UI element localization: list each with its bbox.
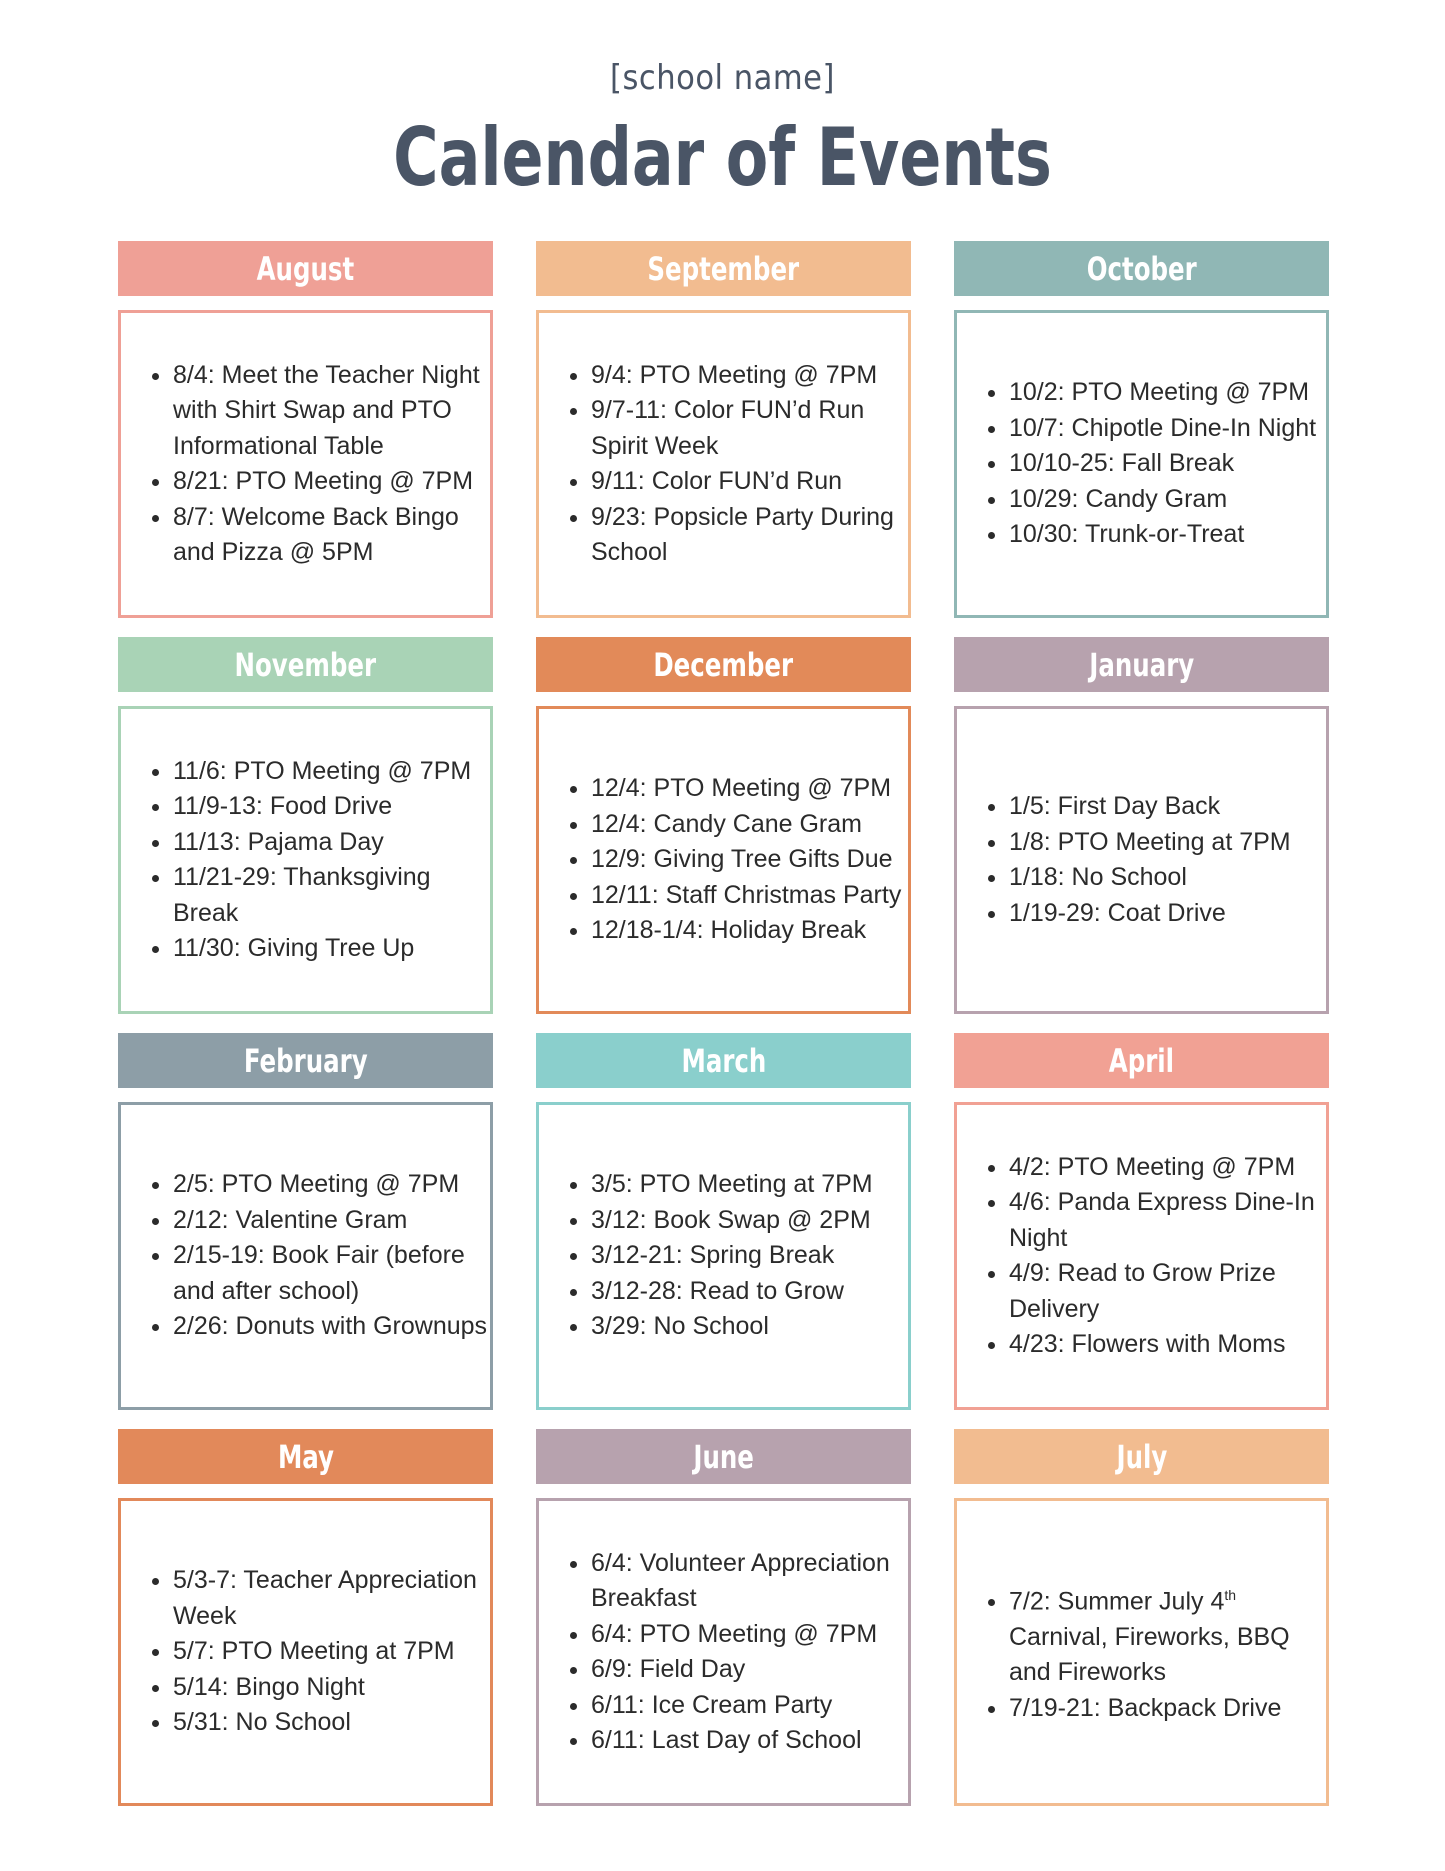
- event-item: • 12/9: Giving Tree Gifts Due: [591, 842, 901, 878]
- event-item: • 3/5: PTO Meeting at 7PM: [591, 1167, 873, 1203]
- event-list: [957, 1150, 1326, 1363]
- event-list: [957, 789, 1291, 931]
- month-header: [118, 1429, 493, 1484]
- event-list: [121, 754, 490, 967]
- month-name: November: [234, 645, 377, 684]
- event-item: • 1/18: No School: [1009, 860, 1291, 896]
- event-item: • 3/29: No School: [591, 1309, 873, 1345]
- month-card-june: [536, 1429, 911, 1798]
- month-events-box: [118, 1102, 493, 1410]
- event-item: • 6/9: Field Day: [591, 1652, 908, 1688]
- school-name: [school name]: [610, 58, 835, 98]
- month-events-box: [536, 706, 911, 1014]
- event-item: • 12/4: Candy Cane Gram: [591, 807, 901, 843]
- event-list: [957, 375, 1316, 553]
- month-header: [536, 1033, 911, 1088]
- event-item: • 1/5: First Day Back: [1009, 789, 1291, 825]
- month-name: December: [653, 645, 794, 684]
- event-list: [539, 358, 908, 571]
- event-item: • 12/11: Staff Christmas Party: [591, 878, 901, 914]
- event-item: • 8/7: Welcome Back Bingo and Pizza @ 5PM: [173, 500, 490, 571]
- event-item: • 5/7: PTO Meeting at 7PM: [173, 1634, 490, 1670]
- event-list: [121, 358, 490, 571]
- event-item: • 9/4: PTO Meeting @ 7PM: [591, 358, 908, 394]
- month-events-box: [954, 1498, 1329, 1806]
- month-events-box: [536, 1498, 911, 1806]
- event-item: • 1/8: PTO Meeting at 7PM: [1009, 825, 1291, 861]
- month-events-box: [954, 310, 1329, 618]
- event-item: • 11/13: Pajama Day: [173, 825, 490, 861]
- month-events-box: [118, 1498, 493, 1806]
- month-card-october: [954, 241, 1329, 610]
- event-list: [539, 1546, 908, 1759]
- month-header: [536, 1429, 911, 1484]
- month-card-may: [118, 1429, 493, 1798]
- event-item: • 2/5: PTO Meeting @ 7PM: [173, 1167, 490, 1203]
- event-item: • 12/4: PTO Meeting @ 7PM: [591, 771, 901, 807]
- month-name: July: [1116, 1437, 1167, 1476]
- event-item: • 4/23: Flowers with Moms: [1009, 1327, 1326, 1363]
- month-header: [954, 241, 1329, 296]
- event-list: [539, 1167, 873, 1345]
- month-card-november: [118, 637, 493, 1006]
- event-item: • 2/15-19: Book Fair (before and after school): [173, 1238, 490, 1309]
- month-header: [954, 637, 1329, 692]
- month-name: January: [1088, 645, 1194, 684]
- event-item: • 9/23: Popsicle Party During School: [591, 500, 908, 571]
- event-item: • 10/30: Trunk-or-Treat: [1009, 517, 1316, 553]
- month-name: June: [693, 1437, 754, 1476]
- month-header: [536, 637, 911, 692]
- event-item: • 2/12: Valentine Gram: [173, 1203, 490, 1239]
- month-card-december: [536, 637, 911, 1006]
- event-item: • 6/4: Volunteer Appreciation Breakfast: [591, 1546, 908, 1617]
- month-card-july: [954, 1429, 1329, 1798]
- month-name: October: [1086, 249, 1197, 288]
- event-item: • 5/14: Bingo Night: [173, 1670, 490, 1706]
- month-header: [954, 1033, 1329, 1088]
- event-item: • 11/21-29: Thanksgiving Break: [173, 860, 490, 931]
- event-item: • 8/4: Meet the Teacher Night with Shirt Swap and PTO Informational Table: [173, 358, 490, 465]
- month-header: [118, 241, 493, 296]
- event-list: [121, 1167, 490, 1345]
- month-card-february: [118, 1033, 493, 1402]
- month-name: August: [256, 249, 355, 288]
- event-item: • 2/26: Donuts with Grownups: [173, 1309, 490, 1345]
- event-item: • 11/6: PTO Meeting @ 7PM: [173, 754, 490, 790]
- months-grid: [118, 241, 1329, 1798]
- month-events-box: [536, 310, 911, 618]
- event-item: • 5/3-7: Teacher Appreciation Week: [173, 1563, 490, 1634]
- event-item: • 10/2: PTO Meeting @ 7PM: [1009, 375, 1316, 411]
- event-item: • 4/6: Panda Express Dine-In Night: [1009, 1185, 1326, 1256]
- event-item: • 10/29: Candy Gram: [1009, 482, 1316, 518]
- event-item: • 1/19-29: Coat Drive: [1009, 896, 1291, 932]
- month-events-box: [954, 1102, 1329, 1410]
- event-item: • 9/11: Color FUN’d Run: [591, 464, 908, 500]
- event-list: [121, 1563, 490, 1741]
- month-name: March: [681, 1041, 766, 1080]
- month-card-april: [954, 1033, 1329, 1402]
- month-name: May: [277, 1437, 334, 1476]
- event-item: • 5/31: No School: [173, 1705, 490, 1741]
- event-list: [539, 771, 901, 949]
- event-item: • 12/18-1/4: Holiday Break: [591, 913, 901, 949]
- event-item: • 6/11: Ice Cream Party: [591, 1688, 908, 1724]
- event-item: • 8/21: PTO Meeting @ 7PM: [173, 464, 490, 500]
- month-name: April: [1108, 1041, 1175, 1080]
- event-item: • 3/12-28: Read to Grow: [591, 1274, 873, 1310]
- event-item: • 3/12: Book Swap @ 2PM: [591, 1203, 873, 1239]
- month-events-box: [118, 706, 493, 1014]
- event-item: • 9/7-11: Color FUN’d Run Spirit Week: [591, 393, 908, 464]
- event-item: • 7/19-21: Backpack Drive: [1009, 1691, 1326, 1727]
- event-item: • 10/10-25: Fall Break: [1009, 446, 1316, 482]
- event-item: • 4/9: Read to Grow Prize Delivery: [1009, 1256, 1326, 1327]
- month-card-march: [536, 1033, 911, 1402]
- month-events-box: [954, 706, 1329, 1014]
- month-name: February: [243, 1041, 368, 1080]
- month-header: [118, 637, 493, 692]
- month-name: September: [647, 249, 800, 288]
- month-header: [536, 241, 911, 296]
- month-header: [954, 1429, 1329, 1484]
- event-item: • 3/12-21: Spring Break: [591, 1238, 873, 1274]
- event-item: • 4/2: PTO Meeting @ 7PM: [1009, 1150, 1326, 1186]
- event-list: [957, 1578, 1326, 1726]
- event-item: • 6/11: Last Day of School: [591, 1723, 908, 1759]
- month-card-september: [536, 241, 911, 610]
- month-card-january: [954, 637, 1329, 1006]
- event-item: • 11/9-13: Food Drive: [173, 789, 490, 825]
- month-events-box: [536, 1102, 911, 1410]
- event-item: • 7/2: Summer July 4th Carnival, Fireworks, BBQ and Fireworks: [1009, 1578, 1326, 1691]
- event-item: • 10/7: Chipotle Dine-In Night: [1009, 411, 1316, 447]
- page-title: Calendar of Events: [393, 111, 1052, 204]
- month-card-august: [118, 241, 493, 610]
- month-header: [118, 1033, 493, 1088]
- event-item: • 6/4: PTO Meeting @ 7PM: [591, 1617, 908, 1653]
- event-item: • 11/30: Giving Tree Up: [173, 931, 490, 967]
- month-events-box: [118, 310, 493, 618]
